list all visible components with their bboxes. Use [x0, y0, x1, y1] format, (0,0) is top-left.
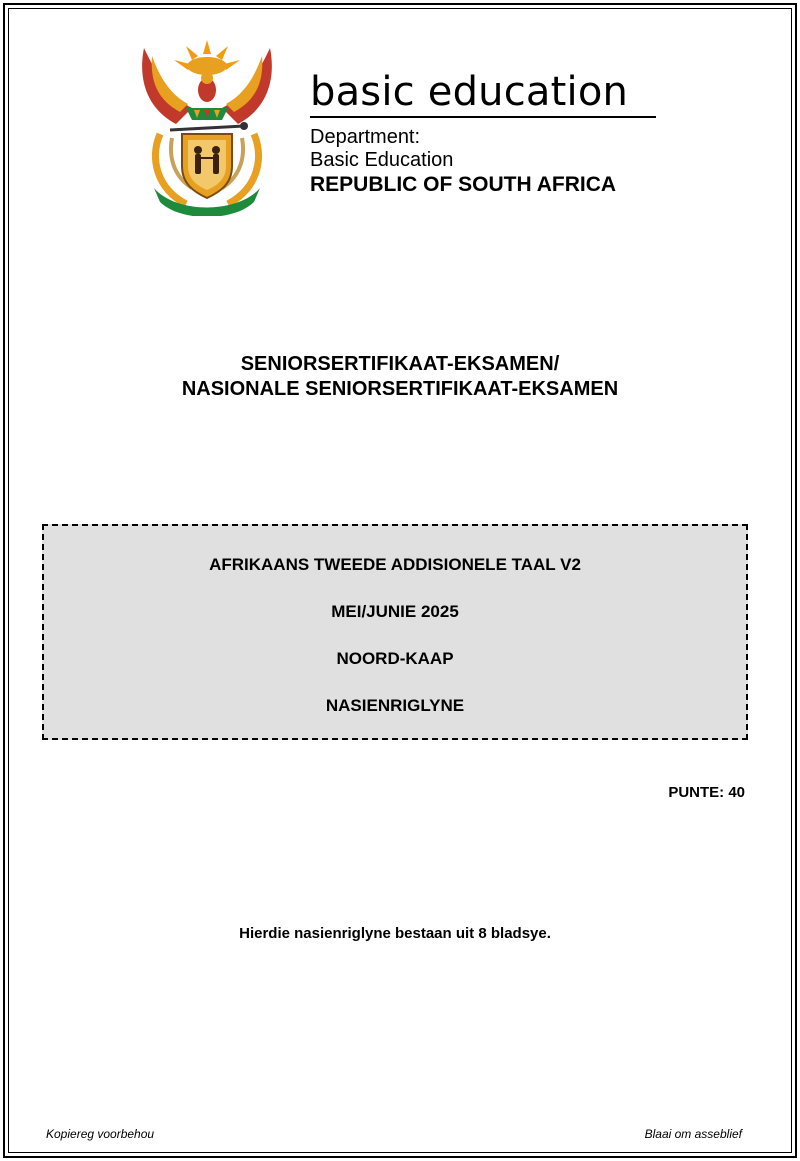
department-name: Basic Education: [310, 149, 454, 171]
exam-title: [0, 352, 800, 402]
department-branding: [310, 70, 660, 198]
page-count-note: Hierdie nasienriglyne bestaan uit 8 bladsye.: [239, 925, 551, 942]
brand-title: basic education: [310, 70, 656, 118]
department-label: Department:: [310, 126, 421, 148]
country-name: REPUBLIC OF SOUTH AFRICA: [310, 173, 617, 196]
footer-copyright: Kopiereg voorbehou: [46, 1127, 155, 1141]
exam-info-box: [42, 524, 748, 740]
footer-turn-over: Blaai om asseblief: [644, 1127, 742, 1141]
exam-title-line-2: NASIONALE SENIORSERTIFIKAAT-EKSAMEN: [181, 378, 619, 400]
exam-title-line-1: SENIORSERTIFIKAAT-EKSAMEN/: [240, 353, 560, 375]
session-label: MEI/JUNIE 2025: [331, 602, 459, 621]
document-type-label: NASIENRIGLYNE: [325, 696, 465, 715]
subject-label: AFRIKAANS TWEEDE ADDISIONELE TAAL V2: [209, 555, 581, 574]
total-marks: PUNTE: 40: [668, 784, 745, 801]
coat-of-arms-icon: [136, 38, 278, 216]
province-label: NOORD-KAAP: [336, 649, 454, 668]
